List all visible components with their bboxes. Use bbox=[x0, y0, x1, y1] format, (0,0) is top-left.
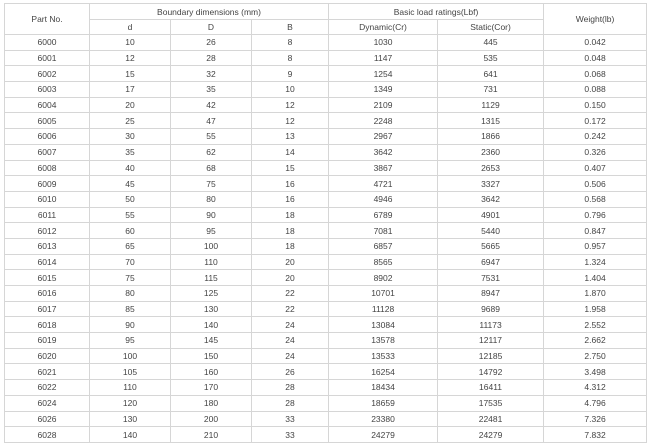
table-row bbox=[5, 254, 647, 270]
cell-width-B: 28 bbox=[252, 380, 329, 396]
cell-static-cor: 5440 bbox=[438, 223, 544, 239]
cell-dynamic-cr: 2967 bbox=[329, 129, 438, 145]
header-dynamic-cr: Dynamic(Cr) bbox=[329, 20, 438, 35]
table-row bbox=[5, 191, 647, 207]
cell-static-cor: 22481 bbox=[438, 411, 544, 427]
cell-width-B: 26 bbox=[252, 364, 329, 380]
cell-dynamic-cr: 3867 bbox=[329, 160, 438, 176]
cell-outer-D: 68 bbox=[171, 160, 252, 176]
cell-static-cor: 14792 bbox=[438, 364, 544, 380]
cell-width-B: 12 bbox=[252, 113, 329, 129]
cell-part-no: 6022 bbox=[5, 380, 90, 396]
cell-outer-D: 130 bbox=[171, 301, 252, 317]
table-header bbox=[5, 4, 647, 35]
cell-weight: 7.326 bbox=[544, 411, 647, 427]
cell-width-B: 15 bbox=[252, 160, 329, 176]
cell-dynamic-cr: 1254 bbox=[329, 66, 438, 82]
cell-width-B: 16 bbox=[252, 191, 329, 207]
cell-dynamic-cr: 10701 bbox=[329, 286, 438, 302]
table-row bbox=[5, 286, 647, 302]
table-row bbox=[5, 380, 647, 396]
cell-bore-d: 45 bbox=[90, 176, 171, 192]
cell-bore-d: 20 bbox=[90, 97, 171, 113]
cell-bore-d: 95 bbox=[90, 333, 171, 349]
table-row bbox=[5, 364, 647, 380]
cell-part-no: 6000 bbox=[5, 35, 90, 51]
cell-width-B: 10 bbox=[252, 82, 329, 98]
cell-dynamic-cr: 18434 bbox=[329, 380, 438, 396]
cell-weight: 0.172 bbox=[544, 113, 647, 129]
cell-width-B: 18 bbox=[252, 223, 329, 239]
cell-outer-D: 90 bbox=[171, 207, 252, 223]
table-row bbox=[5, 144, 647, 160]
cell-part-no: 6007 bbox=[5, 144, 90, 160]
table-row bbox=[5, 82, 647, 98]
cell-bore-d: 60 bbox=[90, 223, 171, 239]
header-width-B: B bbox=[252, 20, 329, 35]
table-row bbox=[5, 317, 647, 333]
cell-width-B: 33 bbox=[252, 427, 329, 443]
cell-dynamic-cr: 8565 bbox=[329, 254, 438, 270]
cell-outer-D: 180 bbox=[171, 395, 252, 411]
cell-static-cor: 445 bbox=[438, 35, 544, 51]
cell-part-no: 6014 bbox=[5, 254, 90, 270]
cell-static-cor: 6947 bbox=[438, 254, 544, 270]
cell-width-B: 28 bbox=[252, 395, 329, 411]
cell-weight: 0.847 bbox=[544, 223, 647, 239]
table-row bbox=[5, 348, 647, 364]
cell-bore-d: 130 bbox=[90, 411, 171, 427]
cell-outer-D: 42 bbox=[171, 97, 252, 113]
cell-bore-d: 25 bbox=[90, 113, 171, 129]
cell-part-no: 6002 bbox=[5, 66, 90, 82]
cell-bore-d: 80 bbox=[90, 286, 171, 302]
cell-weight: 4.796 bbox=[544, 395, 647, 411]
header-static-cor: Static(Cor) bbox=[438, 20, 544, 35]
cell-width-B: 12 bbox=[252, 97, 329, 113]
cell-outer-D: 145 bbox=[171, 333, 252, 349]
cell-weight: 1.404 bbox=[544, 270, 647, 286]
cell-weight: 4.312 bbox=[544, 380, 647, 396]
table-body bbox=[5, 35, 647, 443]
cell-bore-d: 55 bbox=[90, 207, 171, 223]
cell-width-B: 24 bbox=[252, 317, 329, 333]
cell-weight: 0.048 bbox=[544, 50, 647, 66]
cell-bore-d: 17 bbox=[90, 82, 171, 98]
cell-outer-D: 125 bbox=[171, 286, 252, 302]
cell-dynamic-cr: 6789 bbox=[329, 207, 438, 223]
cell-weight: 1.324 bbox=[544, 254, 647, 270]
cell-dynamic-cr: 13533 bbox=[329, 348, 438, 364]
cell-static-cor: 1315 bbox=[438, 113, 544, 129]
cell-static-cor: 9689 bbox=[438, 301, 544, 317]
cell-part-no: 6008 bbox=[5, 160, 90, 176]
header-outer-D: D bbox=[171, 20, 252, 35]
cell-part-no: 6001 bbox=[5, 50, 90, 66]
cell-width-B: 16 bbox=[252, 176, 329, 192]
cell-width-B: 18 bbox=[252, 207, 329, 223]
cell-width-B: 9 bbox=[252, 66, 329, 82]
cell-part-no: 6010 bbox=[5, 191, 90, 207]
table-row bbox=[5, 238, 647, 254]
cell-dynamic-cr: 13084 bbox=[329, 317, 438, 333]
cell-part-no: 6018 bbox=[5, 317, 90, 333]
cell-outer-D: 47 bbox=[171, 113, 252, 129]
cell-bore-d: 110 bbox=[90, 380, 171, 396]
cell-part-no: 6028 bbox=[5, 427, 90, 443]
cell-bore-d: 90 bbox=[90, 317, 171, 333]
cell-static-cor: 4901 bbox=[438, 207, 544, 223]
table-row bbox=[5, 427, 647, 443]
cell-weight: 0.957 bbox=[544, 238, 647, 254]
cell-bore-d: 75 bbox=[90, 270, 171, 286]
cell-static-cor: 5665 bbox=[438, 238, 544, 254]
cell-part-no: 6009 bbox=[5, 176, 90, 192]
cell-outer-D: 75 bbox=[171, 176, 252, 192]
table-row bbox=[5, 129, 647, 145]
cell-outer-D: 200 bbox=[171, 411, 252, 427]
table-row bbox=[5, 160, 647, 176]
table-row bbox=[5, 270, 647, 286]
cell-static-cor: 1866 bbox=[438, 129, 544, 145]
cell-part-no: 6026 bbox=[5, 411, 90, 427]
cell-part-no: 6021 bbox=[5, 364, 90, 380]
bearing-spec-table bbox=[4, 3, 647, 443]
cell-part-no: 6012 bbox=[5, 223, 90, 239]
cell-static-cor: 12117 bbox=[438, 333, 544, 349]
cell-outer-D: 140 bbox=[171, 317, 252, 333]
cell-static-cor: 3642 bbox=[438, 191, 544, 207]
cell-weight: 0.242 bbox=[544, 129, 647, 145]
cell-weight: 0.088 bbox=[544, 82, 647, 98]
cell-width-B: 33 bbox=[252, 411, 329, 427]
cell-dynamic-cr: 11128 bbox=[329, 301, 438, 317]
table-row bbox=[5, 333, 647, 349]
cell-outer-D: 80 bbox=[171, 191, 252, 207]
table-row bbox=[5, 66, 647, 82]
cell-weight: 0.796 bbox=[544, 207, 647, 223]
cell-outer-D: 95 bbox=[171, 223, 252, 239]
cell-part-no: 6013 bbox=[5, 238, 90, 254]
cell-part-no: 6019 bbox=[5, 333, 90, 349]
table-row bbox=[5, 395, 647, 411]
cell-width-B: 18 bbox=[252, 238, 329, 254]
cell-width-B: 20 bbox=[252, 254, 329, 270]
cell-outer-D: 100 bbox=[171, 238, 252, 254]
cell-bore-d: 70 bbox=[90, 254, 171, 270]
cell-bore-d: 65 bbox=[90, 238, 171, 254]
cell-weight: 3.498 bbox=[544, 364, 647, 380]
cell-static-cor: 16411 bbox=[438, 380, 544, 396]
table-row bbox=[5, 50, 647, 66]
cell-part-no: 6017 bbox=[5, 301, 90, 317]
cell-dynamic-cr: 23380 bbox=[329, 411, 438, 427]
cell-weight: 0.326 bbox=[544, 144, 647, 160]
cell-width-B: 13 bbox=[252, 129, 329, 145]
cell-dynamic-cr: 6857 bbox=[329, 238, 438, 254]
cell-weight: 1.958 bbox=[544, 301, 647, 317]
cell-outer-D: 32 bbox=[171, 66, 252, 82]
cell-part-no: 6005 bbox=[5, 113, 90, 129]
header-basic-load-ratings: Basic load ratings(Lbf) bbox=[329, 4, 544, 20]
cell-outer-D: 35 bbox=[171, 82, 252, 98]
cell-width-B: 24 bbox=[252, 348, 329, 364]
cell-outer-D: 210 bbox=[171, 427, 252, 443]
cell-part-no: 6015 bbox=[5, 270, 90, 286]
cell-width-B: 14 bbox=[252, 144, 329, 160]
cell-static-cor: 3327 bbox=[438, 176, 544, 192]
cell-outer-D: 150 bbox=[171, 348, 252, 364]
cell-weight: 0.568 bbox=[544, 191, 647, 207]
table-row bbox=[5, 97, 647, 113]
cell-outer-D: 170 bbox=[171, 380, 252, 396]
cell-outer-D: 28 bbox=[171, 50, 252, 66]
cell-bore-d: 120 bbox=[90, 395, 171, 411]
cell-weight: 0.042 bbox=[544, 35, 647, 51]
cell-part-no: 6020 bbox=[5, 348, 90, 364]
cell-width-B: 20 bbox=[252, 270, 329, 286]
cell-dynamic-cr: 2109 bbox=[329, 97, 438, 113]
cell-static-cor: 24279 bbox=[438, 427, 544, 443]
cell-bore-d: 30 bbox=[90, 129, 171, 145]
cell-dynamic-cr: 2248 bbox=[329, 113, 438, 129]
cell-width-B: 22 bbox=[252, 301, 329, 317]
cell-width-B: 8 bbox=[252, 50, 329, 66]
cell-bore-d: 100 bbox=[90, 348, 171, 364]
table-row bbox=[5, 411, 647, 427]
cell-bore-d: 12 bbox=[90, 50, 171, 66]
table-row bbox=[5, 207, 647, 223]
cell-outer-D: 110 bbox=[171, 254, 252, 270]
cell-bore-d: 10 bbox=[90, 35, 171, 51]
cell-bore-d: 105 bbox=[90, 364, 171, 380]
cell-part-no: 6004 bbox=[5, 97, 90, 113]
cell-static-cor: 12185 bbox=[438, 348, 544, 364]
cell-bore-d: 40 bbox=[90, 160, 171, 176]
cell-weight: 7.832 bbox=[544, 427, 647, 443]
header-boundary-dimensions: Boundary dimensions (mm) bbox=[90, 4, 329, 20]
cell-weight: 0.150 bbox=[544, 97, 647, 113]
cell-dynamic-cr: 4946 bbox=[329, 191, 438, 207]
cell-bore-d: 35 bbox=[90, 144, 171, 160]
cell-dynamic-cr: 24279 bbox=[329, 427, 438, 443]
cell-outer-D: 62 bbox=[171, 144, 252, 160]
header-weight: Weight(lb) bbox=[544, 4, 647, 35]
cell-part-no: 6011 bbox=[5, 207, 90, 223]
header-part-no: Part No. bbox=[5, 4, 90, 35]
cell-part-no: 6024 bbox=[5, 395, 90, 411]
cell-part-no: 6006 bbox=[5, 129, 90, 145]
cell-dynamic-cr: 7081 bbox=[329, 223, 438, 239]
cell-static-cor: 7531 bbox=[438, 270, 544, 286]
cell-static-cor: 535 bbox=[438, 50, 544, 66]
cell-dynamic-cr: 1147 bbox=[329, 50, 438, 66]
cell-static-cor: 17535 bbox=[438, 395, 544, 411]
table-row bbox=[5, 176, 647, 192]
cell-width-B: 22 bbox=[252, 286, 329, 302]
cell-bore-d: 140 bbox=[90, 427, 171, 443]
table-row bbox=[5, 301, 647, 317]
cell-static-cor: 1129 bbox=[438, 97, 544, 113]
cell-dynamic-cr: 8902 bbox=[329, 270, 438, 286]
cell-dynamic-cr: 16254 bbox=[329, 364, 438, 380]
cell-weight: 0.407 bbox=[544, 160, 647, 176]
cell-dynamic-cr: 3642 bbox=[329, 144, 438, 160]
cell-static-cor: 731 bbox=[438, 82, 544, 98]
cell-static-cor: 641 bbox=[438, 66, 544, 82]
cell-weight: 1.870 bbox=[544, 286, 647, 302]
cell-part-no: 6003 bbox=[5, 82, 90, 98]
cell-dynamic-cr: 1030 bbox=[329, 35, 438, 51]
header-bore-d: d bbox=[90, 20, 171, 35]
table-row bbox=[5, 223, 647, 239]
cell-dynamic-cr: 13578 bbox=[329, 333, 438, 349]
table-row bbox=[5, 35, 647, 51]
cell-width-B: 24 bbox=[252, 333, 329, 349]
cell-outer-D: 160 bbox=[171, 364, 252, 380]
cell-dynamic-cr: 1349 bbox=[329, 82, 438, 98]
cell-dynamic-cr: 4721 bbox=[329, 176, 438, 192]
cell-outer-D: 115 bbox=[171, 270, 252, 286]
cell-bore-d: 85 bbox=[90, 301, 171, 317]
cell-bore-d: 15 bbox=[90, 66, 171, 82]
cell-part-no: 6016 bbox=[5, 286, 90, 302]
bearing-spec-table-container bbox=[4, 3, 646, 443]
cell-static-cor: 11173 bbox=[438, 317, 544, 333]
cell-outer-D: 55 bbox=[171, 129, 252, 145]
cell-bore-d: 50 bbox=[90, 191, 171, 207]
cell-weight: 2.662 bbox=[544, 333, 647, 349]
cell-dynamic-cr: 18659 bbox=[329, 395, 438, 411]
cell-weight: 0.068 bbox=[544, 66, 647, 82]
cell-static-cor: 8947 bbox=[438, 286, 544, 302]
cell-outer-D: 26 bbox=[171, 35, 252, 51]
cell-weight: 0.506 bbox=[544, 176, 647, 192]
table-row bbox=[5, 113, 647, 129]
cell-static-cor: 2653 bbox=[438, 160, 544, 176]
cell-static-cor: 2360 bbox=[438, 144, 544, 160]
cell-weight: 2.552 bbox=[544, 317, 647, 333]
cell-width-B: 8 bbox=[252, 35, 329, 51]
cell-weight: 2.750 bbox=[544, 348, 647, 364]
